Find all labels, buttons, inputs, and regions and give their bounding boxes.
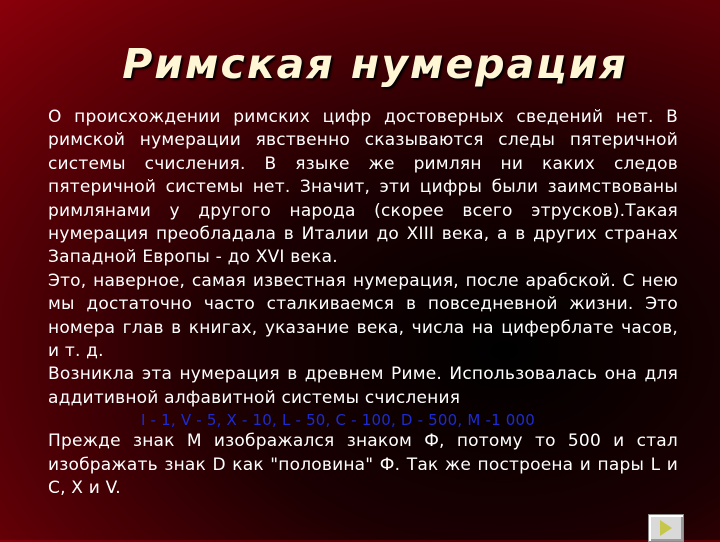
roman-numerals-list: I - 1, V - 5, X - 10, L - 50, C - 100, D - 500, M -1 000 (140, 411, 536, 430)
paragraph-phi: Прежде знак M изображался знаком Ф, потому то 500 и стал изображать знак D как "половина" Ф. Так же построена и пары L и C, X и V. (48, 431, 678, 499)
next-triangle-icon (660, 520, 672, 536)
slide-body (48, 106, 678, 501)
paragraph-rome: Возникла эта нумерация в древнем Риме. Использовалась она для аддитивной алфавитной системы счисления (48, 364, 678, 408)
slide-title: Римская нумерация (122, 40, 628, 88)
paragraph-popularity: Это, наверное, самая известная нумерация, после арабской. С нею мы достаточно часто сталкиваемся в повседневной жизни. Это номера глав в книгах, указание века, числа на циферблате часов, и т. д. (48, 270, 678, 362)
paragraph-origin: О происхождении римских цифр достоверных сведений нет. В римской нумерации явственно сказываются следы пятеричной системы счисления. В языке же римлян ни каких следов пятеричной системы нет. Значит, эти цифры были заимствованы римлянами у другого народа (скорее всего этрусков).Такая нумерация преобладала в Италии до XIII века, а в других странах Западной Европы - до XVI века. (48, 107, 678, 268)
next-slide-button[interactable] (648, 514, 684, 542)
